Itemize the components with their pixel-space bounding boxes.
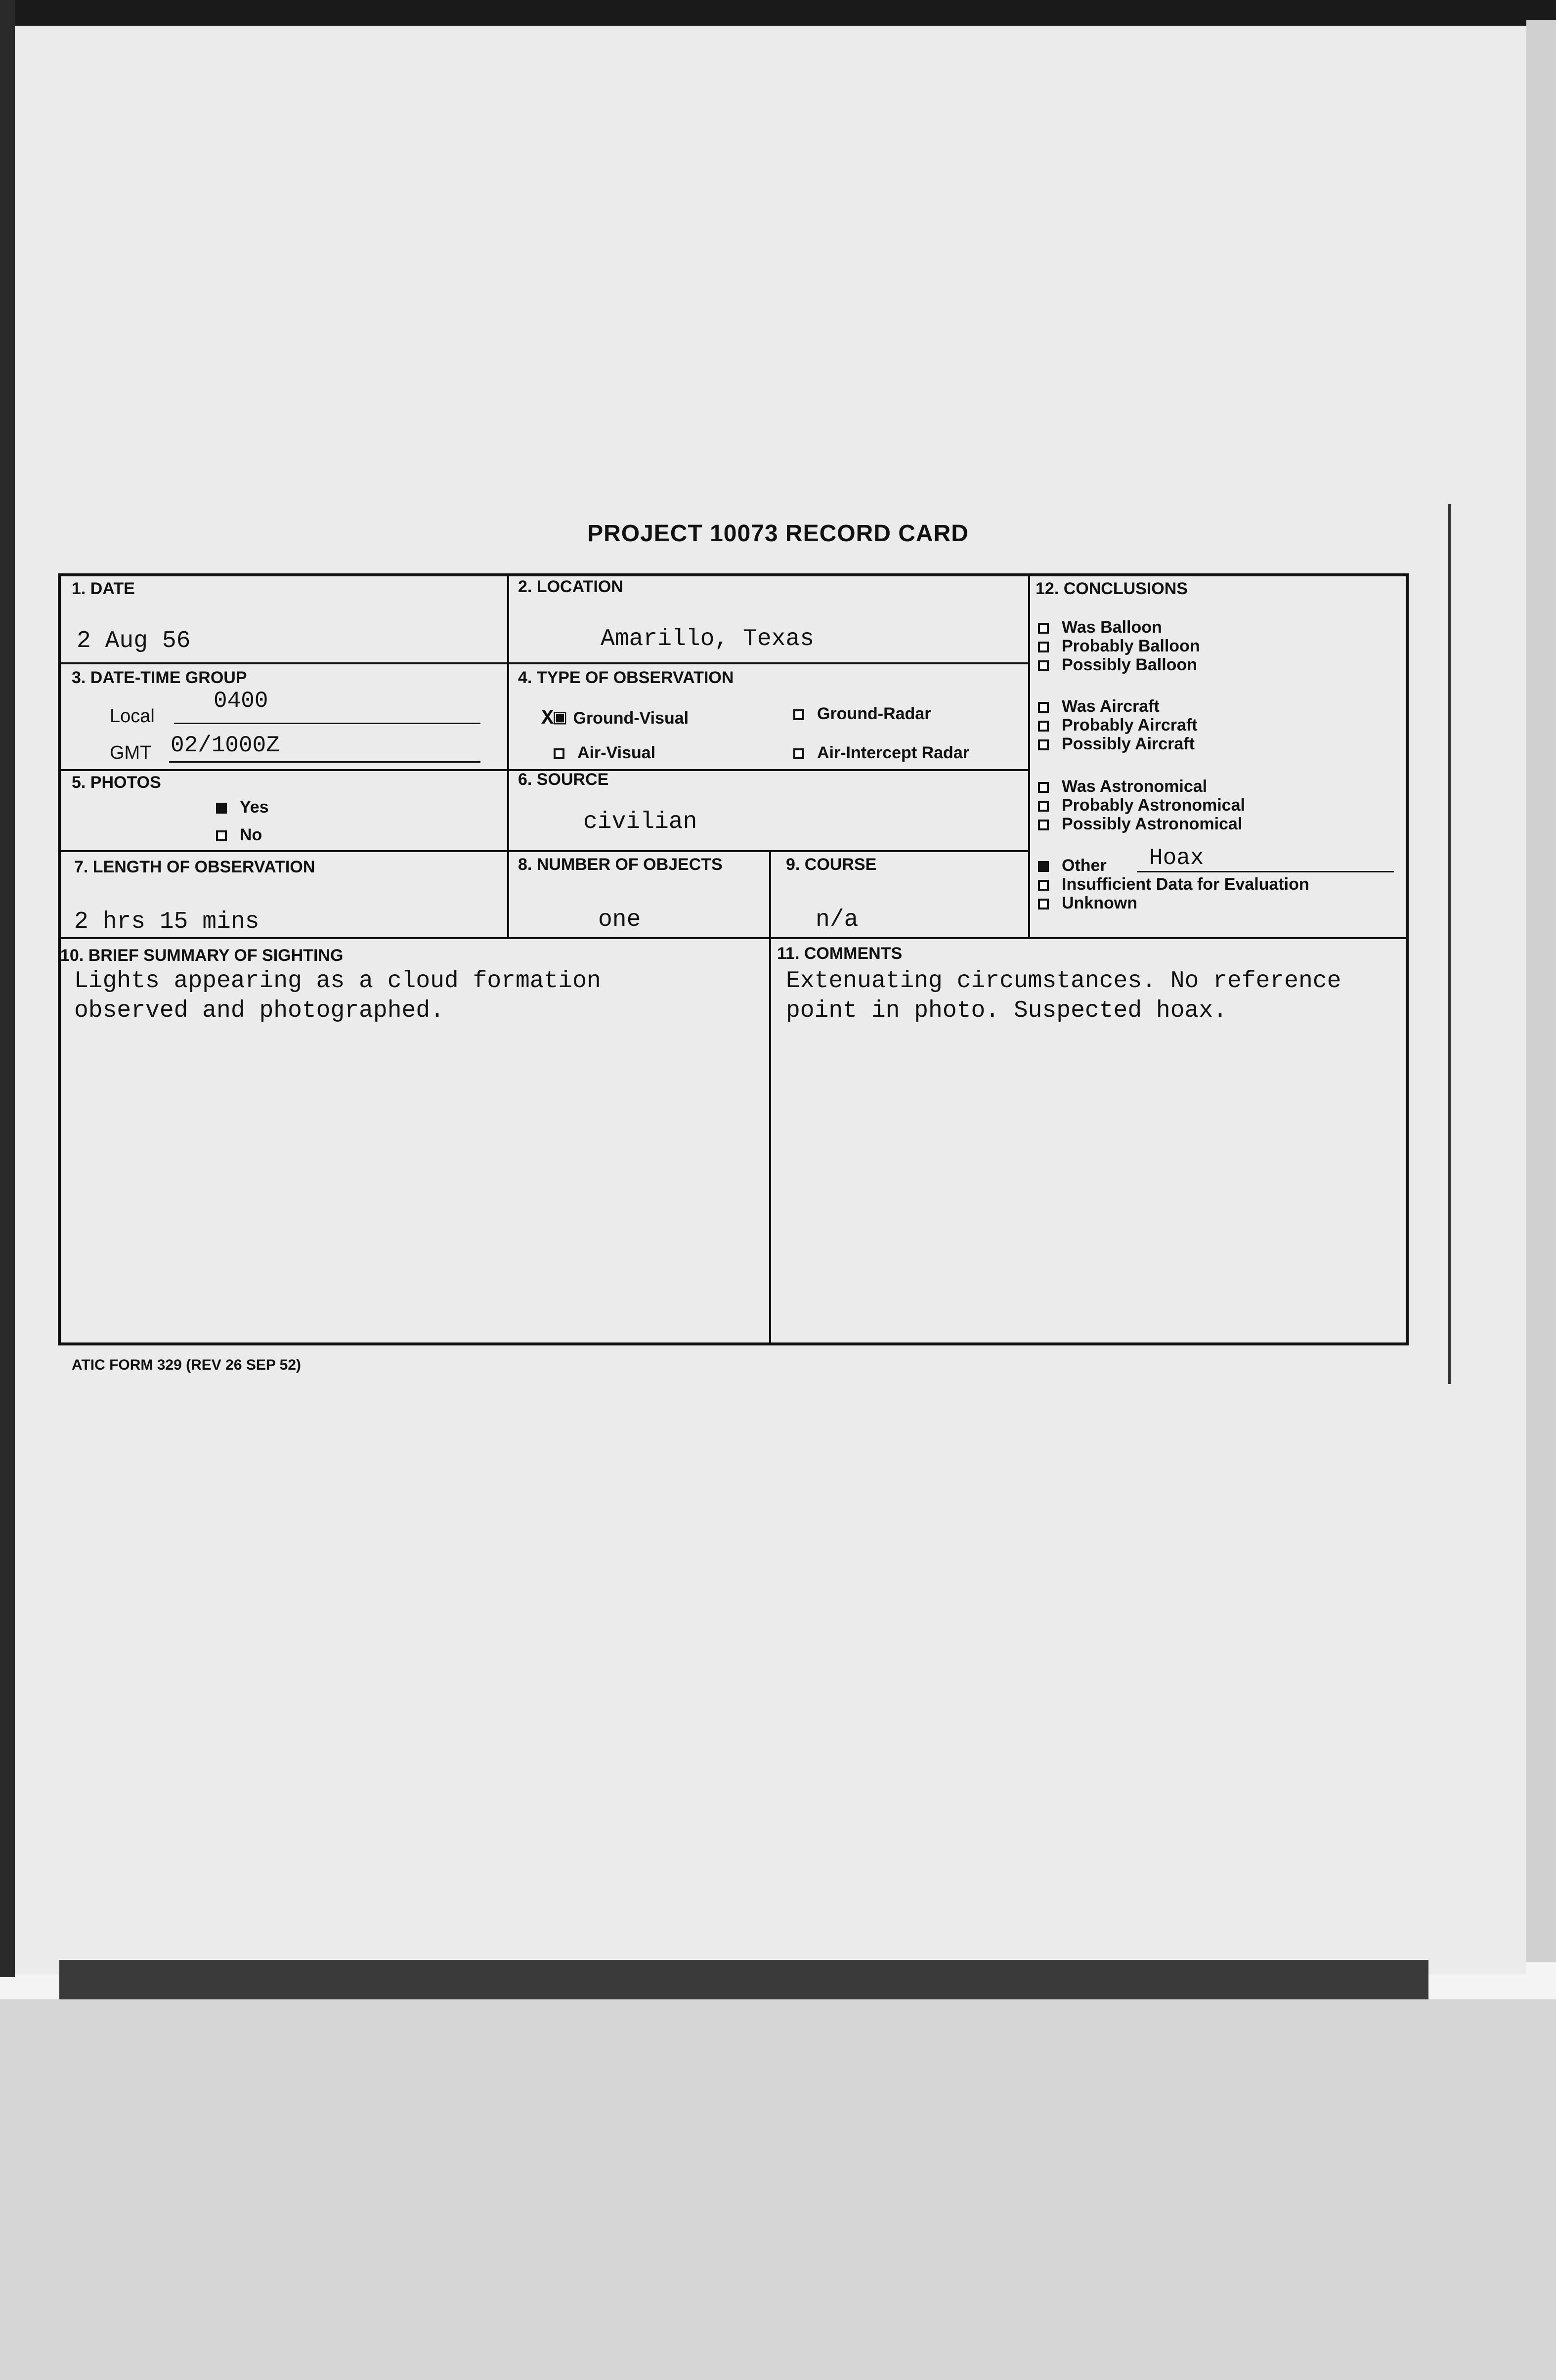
summary-line-2: observed and photographed. (74, 997, 444, 1024)
conclusion-item (1038, 716, 1198, 735)
conclusions-group-astronomical (1038, 777, 1245, 833)
card-edge (1448, 504, 1451, 1384)
film-edge-right (1526, 20, 1556, 1962)
other-value: Hoax (1149, 845, 1204, 871)
location-value: Amarillo, Texas (601, 626, 815, 652)
conclusion-item (1038, 894, 1309, 912)
conclusion-label: Probably Aircraft (1062, 716, 1198, 735)
other-underline (1137, 871, 1394, 872)
checkbox-icon (1038, 782, 1049, 793)
checkbox-icon (1038, 739, 1049, 750)
summary-line-1: Lights appearing as a cloud formation (74, 968, 601, 995)
course-value: n/a (816, 907, 859, 933)
gmt-label: GMT (110, 742, 152, 763)
comments-label: 11. COMMENTS (777, 944, 903, 963)
form-footer: ATIC FORM 329 (REV 26 SEP 52) (72, 1357, 302, 1373)
checkbox-icon (1038, 820, 1049, 830)
conclusion-label: Possibly Astronomical (1062, 815, 1243, 833)
photos-no (216, 825, 262, 845)
conclusion-label: Unknown (1062, 894, 1137, 912)
film-edge-left (0, 0, 15, 1977)
checkbox-icon (1038, 642, 1049, 652)
conclusion-label: Probably Balloon (1062, 637, 1200, 655)
objects-value: one (598, 907, 641, 933)
observation-type-label: 4. TYPE OF OBSERVATION (518, 668, 734, 687)
obs-ground-visual (541, 704, 689, 730)
conclusion-label: Insufficient Data for Evaluation (1062, 875, 1309, 894)
checkbox-icon (1038, 702, 1049, 713)
row-line-1 (59, 662, 1029, 664)
col-line-a (507, 575, 509, 938)
checkbox-icon (1038, 660, 1049, 671)
gmt-underline (169, 761, 480, 763)
conclusion-item (1038, 637, 1200, 655)
conclusion-label: Was Balloon (1062, 618, 1162, 637)
conclusion-item (1038, 796, 1245, 815)
date-text: 2 Aug 56 (77, 628, 191, 654)
checkbox-icon (216, 830, 227, 841)
row-line-3 (59, 850, 1029, 852)
conclusion-label: Probably Astronomical (1062, 796, 1245, 815)
local-label: Local (110, 706, 155, 727)
checkbox-icon (1038, 899, 1049, 909)
photos-label: 5. PHOTOS (72, 773, 161, 792)
checked-x-mark: X▣ (541, 706, 566, 730)
conclusion-item (1038, 815, 1245, 833)
conclusion-label: Possibly Aircraft (1062, 735, 1195, 753)
conclusion-label: Possibly Balloon (1062, 655, 1197, 674)
objects-label: 8. NUMBER OF OBJECTS (518, 855, 723, 874)
col-line-c (769, 850, 771, 1343)
date-value (77, 628, 190, 654)
checkbox-icon (1038, 623, 1049, 634)
obs-air-intercept-radar (793, 743, 969, 763)
obs-ground-radar-label: Ground-Radar (817, 704, 931, 723)
comments-line-2: point in photo. Suspected hoax. (786, 997, 1227, 1024)
obs-ground-visual-label: Ground-Visual (573, 709, 689, 728)
checkbox-icon (554, 748, 564, 759)
date-label: 1. DATE (72, 579, 135, 598)
conclusions-group-aircraft (1038, 697, 1198, 753)
local-value: 0400 (214, 688, 268, 714)
conclusion-item (1038, 777, 1245, 796)
obs-air-visual (554, 743, 655, 763)
conclusion-label: Other (1062, 856, 1107, 875)
film-edge-top (0, 0, 1556, 30)
conclusion-label: Was Astronomical (1062, 777, 1208, 796)
course-label: 9. COURSE (786, 855, 877, 874)
length-label: 7. LENGTH OF OBSERVATION (74, 858, 315, 876)
obs-air-intercept-radar-label: Air-Intercept Radar (817, 743, 969, 762)
location-label: 2. LOCATION (518, 577, 623, 596)
local-underline (174, 723, 480, 724)
photos-no-label: No (240, 825, 262, 844)
conclusion-label: Was Aircraft (1062, 697, 1160, 716)
conclusion-item (1038, 875, 1309, 894)
conclusions-group-balloon (1038, 618, 1200, 674)
source-value: civilian (583, 809, 697, 835)
checkbox-icon (793, 709, 804, 720)
checked-box-icon (216, 803, 227, 814)
conclusions-label: 12. CONCLUSIONS (1036, 579, 1188, 598)
photos-yes-label: Yes (240, 798, 269, 817)
obs-air-visual-label: Air-Visual (577, 743, 656, 762)
checkbox-icon (1038, 721, 1049, 732)
summary-label: 10. BRIEF SUMMARY OF SIGHTING (60, 946, 344, 965)
source-label: 6. SOURCE (518, 770, 609, 789)
obs-ground-radar (793, 704, 931, 724)
checkbox-icon (793, 748, 804, 759)
dtg-label: 3. DATE-TIME GROUP (72, 668, 247, 687)
page-title: PROJECT 10073 RECORD CARD (587, 520, 969, 547)
photos-yes (216, 798, 269, 817)
col-line-b (1028, 575, 1030, 938)
conclusion-item (1038, 618, 1200, 637)
paper-shadow (59, 1960, 1428, 1999)
gmt-value: 02/1000Z (171, 733, 280, 758)
conclusion-item (1038, 697, 1198, 716)
comments-line-1: Extenuating circumstances. No reference (786, 968, 1341, 995)
conclusion-item (1038, 655, 1200, 674)
checkbox-icon (1038, 801, 1049, 812)
checkbox-icon (1038, 880, 1049, 891)
conclusion-item (1038, 735, 1198, 753)
row-line-4 (59, 937, 1407, 939)
lower-background (0, 1999, 1556, 2380)
checked-box-icon (1038, 861, 1049, 872)
length-value: 2 hrs 15 mins (74, 909, 259, 935)
